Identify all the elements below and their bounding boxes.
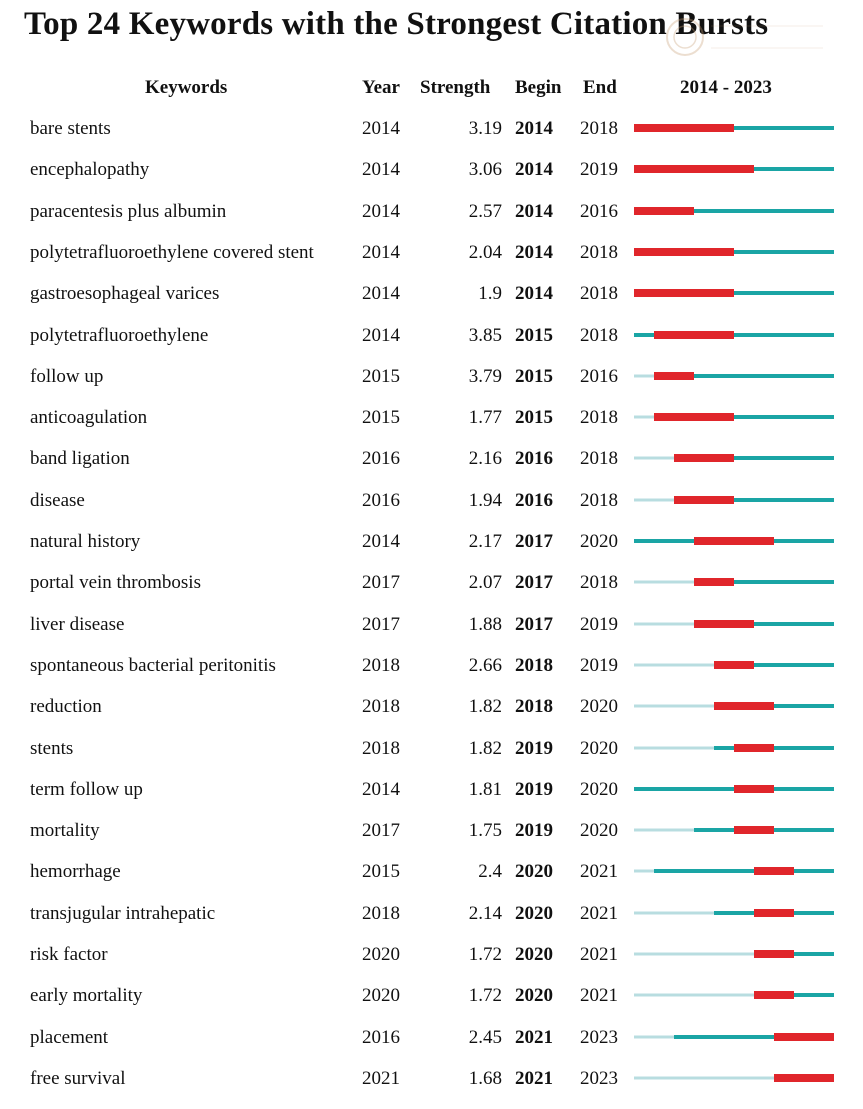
keyword-cell: liver disease	[30, 613, 125, 635]
burst-timeline	[634, 903, 836, 923]
burst-segment	[734, 785, 774, 793]
strength-cell: 1.75	[468, 820, 502, 842]
strength-cell: 1.72	[468, 944, 502, 965]
begin-cell: 2021	[515, 1067, 553, 1089]
begin-cell: 2021	[515, 1026, 553, 1048]
burst-segment	[634, 165, 754, 173]
strength-cell: 3.79	[468, 365, 502, 387]
strength-cell: 1.72	[468, 985, 502, 1007]
burst-segment	[754, 991, 794, 999]
table-row	[0, 242, 863, 283]
strength-cell: 1.94	[468, 489, 502, 511]
end-cell: 2018	[580, 407, 618, 429]
begin-cell: 2019	[515, 737, 553, 759]
end-cell: 2021	[580, 985, 618, 1007]
inactive-segment	[634, 498, 674, 501]
end-cell: 2021	[580, 944, 618, 965]
burst-segment	[694, 578, 734, 586]
burst-timeline	[634, 490, 836, 510]
inactive-segment	[634, 994, 754, 997]
burst-timeline	[634, 820, 836, 840]
inactive-segment	[634, 911, 714, 914]
burst-timeline	[634, 531, 836, 551]
burst-segment	[654, 331, 734, 339]
burst-segment	[654, 372, 694, 380]
year-cell: 2018	[362, 654, 400, 676]
end-cell: 2021	[580, 861, 618, 883]
table-row	[0, 1027, 863, 1068]
header-year: Year	[362, 77, 400, 98]
burst-segment	[714, 702, 774, 710]
keyword-cell: gastroesophageal varices	[30, 283, 220, 305]
begin-cell: 2014	[515, 241, 553, 263]
chart-title: Top 24 Keywords with the Strongest Citation Bursts	[24, 6, 769, 42]
begin-cell: 2014	[515, 159, 553, 181]
burst-segment	[734, 744, 774, 752]
begin-cell: 2015	[515, 407, 553, 429]
end-cell: 2020	[580, 820, 618, 842]
end-cell: 2020	[580, 737, 618, 759]
end-cell: 2020	[580, 778, 618, 800]
table-row	[0, 738, 863, 779]
strength-cell: 2.07	[468, 572, 502, 594]
burst-timeline	[634, 407, 836, 427]
table-row	[0, 531, 863, 572]
year-cell: 2015	[362, 861, 400, 883]
year-cell: 2016	[362, 489, 400, 511]
year-cell: 2014	[362, 283, 400, 305]
burst-segment	[674, 454, 734, 462]
year-cell: 2020	[362, 985, 400, 1007]
keyword-cell: band ligation	[30, 448, 130, 470]
table-row	[0, 118, 863, 159]
begin-cell: 2020	[515, 902, 553, 924]
inactive-segment	[634, 1035, 674, 1038]
table-row	[0, 1068, 863, 1109]
keyword-cell: bare stents	[30, 118, 111, 139]
strength-cell: 2.17	[468, 531, 502, 552]
begin-cell: 2020	[515, 944, 553, 965]
inactive-segment	[634, 1076, 774, 1079]
inactive-segment	[634, 870, 654, 873]
burst-segment	[754, 867, 794, 875]
burst-timeline	[634, 283, 836, 303]
keyword-cell: follow up	[30, 365, 104, 387]
year-cell: 2017	[362, 820, 400, 842]
year-cell: 2014	[362, 531, 400, 552]
burst-segment	[634, 248, 734, 256]
burst-timeline	[634, 201, 836, 221]
keyword-cell: term follow up	[30, 778, 143, 800]
keyword-cell: natural history	[30, 531, 141, 552]
burst-timeline	[634, 1068, 836, 1088]
table-row	[0, 944, 863, 985]
table-row	[0, 655, 863, 696]
keyword-cell: encephalopathy	[30, 159, 150, 181]
keyword-cell: spontaneous bacterial peritonitis	[30, 654, 276, 676]
begin-cell: 2019	[515, 778, 553, 800]
year-cell: 2021	[362, 1067, 400, 1089]
strength-cell: 2.04	[468, 241, 502, 263]
keyword-cell: reduction	[30, 696, 102, 718]
burst-segment	[754, 950, 794, 958]
strength-cell: 1.82	[468, 737, 502, 759]
keyword-cell: mortality	[30, 820, 100, 842]
inactive-segment	[634, 663, 714, 666]
inactive-segment	[634, 457, 674, 460]
keyword-cell: paracentesis plus albumin	[30, 200, 227, 222]
table-row	[0, 325, 863, 366]
year-cell: 2016	[362, 448, 400, 470]
year-cell: 2015	[362, 407, 400, 429]
year-cell: 2017	[362, 613, 400, 635]
strength-cell: 2.66	[468, 654, 502, 676]
burst-segment	[734, 826, 774, 834]
begin-cell: 2018	[515, 654, 553, 676]
year-cell: 2020	[362, 944, 400, 965]
header-range: 2014 - 2023	[680, 77, 772, 98]
watermark-seal	[663, 12, 833, 62]
header-end: End	[583, 77, 617, 98]
table-row	[0, 448, 863, 489]
begin-cell: 2019	[515, 820, 553, 842]
burst-segment	[694, 537, 774, 545]
strength-cell: 1.88	[468, 613, 502, 635]
begin-cell: 2020	[515, 861, 553, 883]
begin-cell: 2017	[515, 613, 553, 635]
table-row	[0, 283, 863, 324]
end-cell: 2018	[580, 118, 618, 139]
end-cell: 2016	[580, 200, 618, 222]
keyword-cell: placement	[30, 1026, 109, 1048]
year-cell: 2014	[362, 324, 400, 346]
end-cell: 2018	[580, 489, 618, 511]
year-cell: 2016	[362, 1026, 400, 1048]
begin-cell: 2020	[515, 985, 553, 1007]
keyword-cell: early mortality	[30, 985, 143, 1007]
burst-timeline	[634, 696, 836, 716]
table-row	[0, 820, 863, 861]
begin-cell: 2018	[515, 696, 553, 718]
burst-timeline	[634, 985, 836, 1005]
burst-segment	[674, 496, 734, 504]
year-cell: 2014	[362, 159, 400, 181]
strength-cell: 2.4	[478, 861, 502, 883]
table-row	[0, 861, 863, 902]
end-cell: 2021	[580, 902, 618, 924]
year-cell: 2014	[362, 241, 400, 263]
strength-cell: 1.77	[468, 407, 502, 429]
inactive-segment	[634, 374, 654, 377]
table-row	[0, 779, 863, 820]
end-cell: 2018	[580, 241, 618, 263]
keyword-cell: anticoagulation	[30, 407, 148, 429]
end-cell: 2018	[580, 572, 618, 594]
end-cell: 2020	[580, 696, 618, 718]
begin-cell: 2017	[515, 572, 553, 594]
burst-timeline	[634, 779, 836, 799]
inactive-segment	[634, 416, 654, 419]
keyword-cell: polytetrafluoroethylene	[30, 324, 209, 346]
begin-cell: 2014	[515, 200, 553, 222]
table-row	[0, 490, 863, 531]
begin-cell: 2016	[515, 448, 553, 470]
burst-timeline	[634, 159, 836, 179]
inactive-segment	[634, 746, 714, 749]
begin-cell: 2015	[515, 324, 553, 346]
end-cell: 2023	[580, 1026, 618, 1048]
end-cell: 2018	[580, 283, 618, 305]
burst-timeline	[634, 944, 836, 964]
year-cell: 2015	[362, 365, 400, 387]
inactive-segment	[634, 953, 754, 956]
burst-segment	[774, 1033, 834, 1041]
table-row	[0, 903, 863, 944]
burst-segment	[694, 620, 754, 628]
keyword-cell: stents	[30, 737, 74, 759]
year-cell: 2018	[362, 902, 400, 924]
keyword-cell: hemorrhage	[30, 861, 121, 883]
burst-timeline	[634, 366, 836, 386]
end-cell: 2016	[580, 365, 618, 387]
strength-cell: 1.81	[468, 778, 502, 800]
begin-cell: 2016	[515, 489, 553, 511]
strength-cell: 2.16	[468, 448, 502, 470]
inactive-segment	[634, 829, 694, 832]
strength-cell: 1.68	[468, 1067, 502, 1089]
keyword-cell: portal vein thrombosis	[30, 572, 201, 594]
burst-segment	[714, 661, 754, 669]
year-cell: 2017	[362, 572, 400, 594]
keyword-cell: risk factor	[30, 944, 108, 965]
table-row	[0, 614, 863, 655]
burst-timeline	[634, 861, 836, 881]
keyword-cell: polytetrafluoroethylene covered stent	[30, 241, 314, 263]
strength-cell: 3.85	[468, 324, 502, 346]
burst-timeline	[634, 118, 836, 138]
burst-segment	[654, 413, 734, 421]
keyword-cell: disease	[30, 489, 85, 511]
burst-segment	[634, 289, 734, 297]
strength-cell: 3.19	[468, 118, 502, 139]
inactive-segment	[634, 581, 694, 584]
strength-cell: 1.9	[478, 283, 502, 305]
burst-segment	[774, 1074, 834, 1082]
end-cell: 2019	[580, 159, 618, 181]
header-strength: Strength	[420, 77, 491, 98]
active-segment	[654, 869, 834, 873]
burst-timeline	[634, 448, 836, 468]
burst-timeline	[634, 242, 836, 262]
end-cell: 2019	[580, 613, 618, 635]
table-row	[0, 696, 863, 737]
year-cell: 2018	[362, 696, 400, 718]
begin-cell: 2014	[515, 283, 553, 305]
begin-cell: 2014	[515, 118, 553, 139]
strength-cell: 2.57	[468, 200, 502, 222]
burst-timeline	[634, 1027, 836, 1047]
burst-segment	[634, 207, 694, 215]
keyword-cell: transjugular intrahepatic	[30, 902, 216, 924]
table-row	[0, 159, 863, 200]
table-row	[0, 572, 863, 613]
begin-cell: 2015	[515, 365, 553, 387]
table-row	[0, 201, 863, 242]
keyword-cell: free survival	[30, 1067, 126, 1089]
end-cell: 2023	[580, 1067, 618, 1089]
year-cell: 2014	[362, 778, 400, 800]
year-cell: 2014	[362, 200, 400, 222]
end-cell: 2020	[580, 531, 618, 552]
burst-timeline	[634, 325, 836, 345]
end-cell: 2018	[580, 324, 618, 346]
burst-timeline	[634, 572, 836, 592]
burst-segment	[634, 124, 734, 132]
header-begin: Begin	[515, 77, 562, 98]
table-row	[0, 985, 863, 1026]
strength-cell: 2.45	[468, 1026, 502, 1048]
end-cell: 2018	[580, 448, 618, 470]
begin-cell: 2017	[515, 531, 553, 552]
strength-cell: 3.06	[468, 159, 502, 181]
burst-segment	[754, 909, 794, 917]
strength-cell: 1.82	[468, 696, 502, 718]
burst-timeline	[634, 614, 836, 634]
table-row	[0, 366, 863, 407]
end-cell: 2019	[580, 654, 618, 676]
burst-timeline	[634, 655, 836, 675]
table-row	[0, 407, 863, 448]
year-cell: 2018	[362, 737, 400, 759]
year-cell: 2014	[362, 118, 400, 139]
header-keywords: Keywords	[145, 77, 228, 98]
strength-cell: 2.14	[468, 902, 502, 924]
inactive-segment	[634, 705, 714, 708]
burst-timeline	[634, 738, 836, 758]
inactive-segment	[634, 622, 694, 625]
